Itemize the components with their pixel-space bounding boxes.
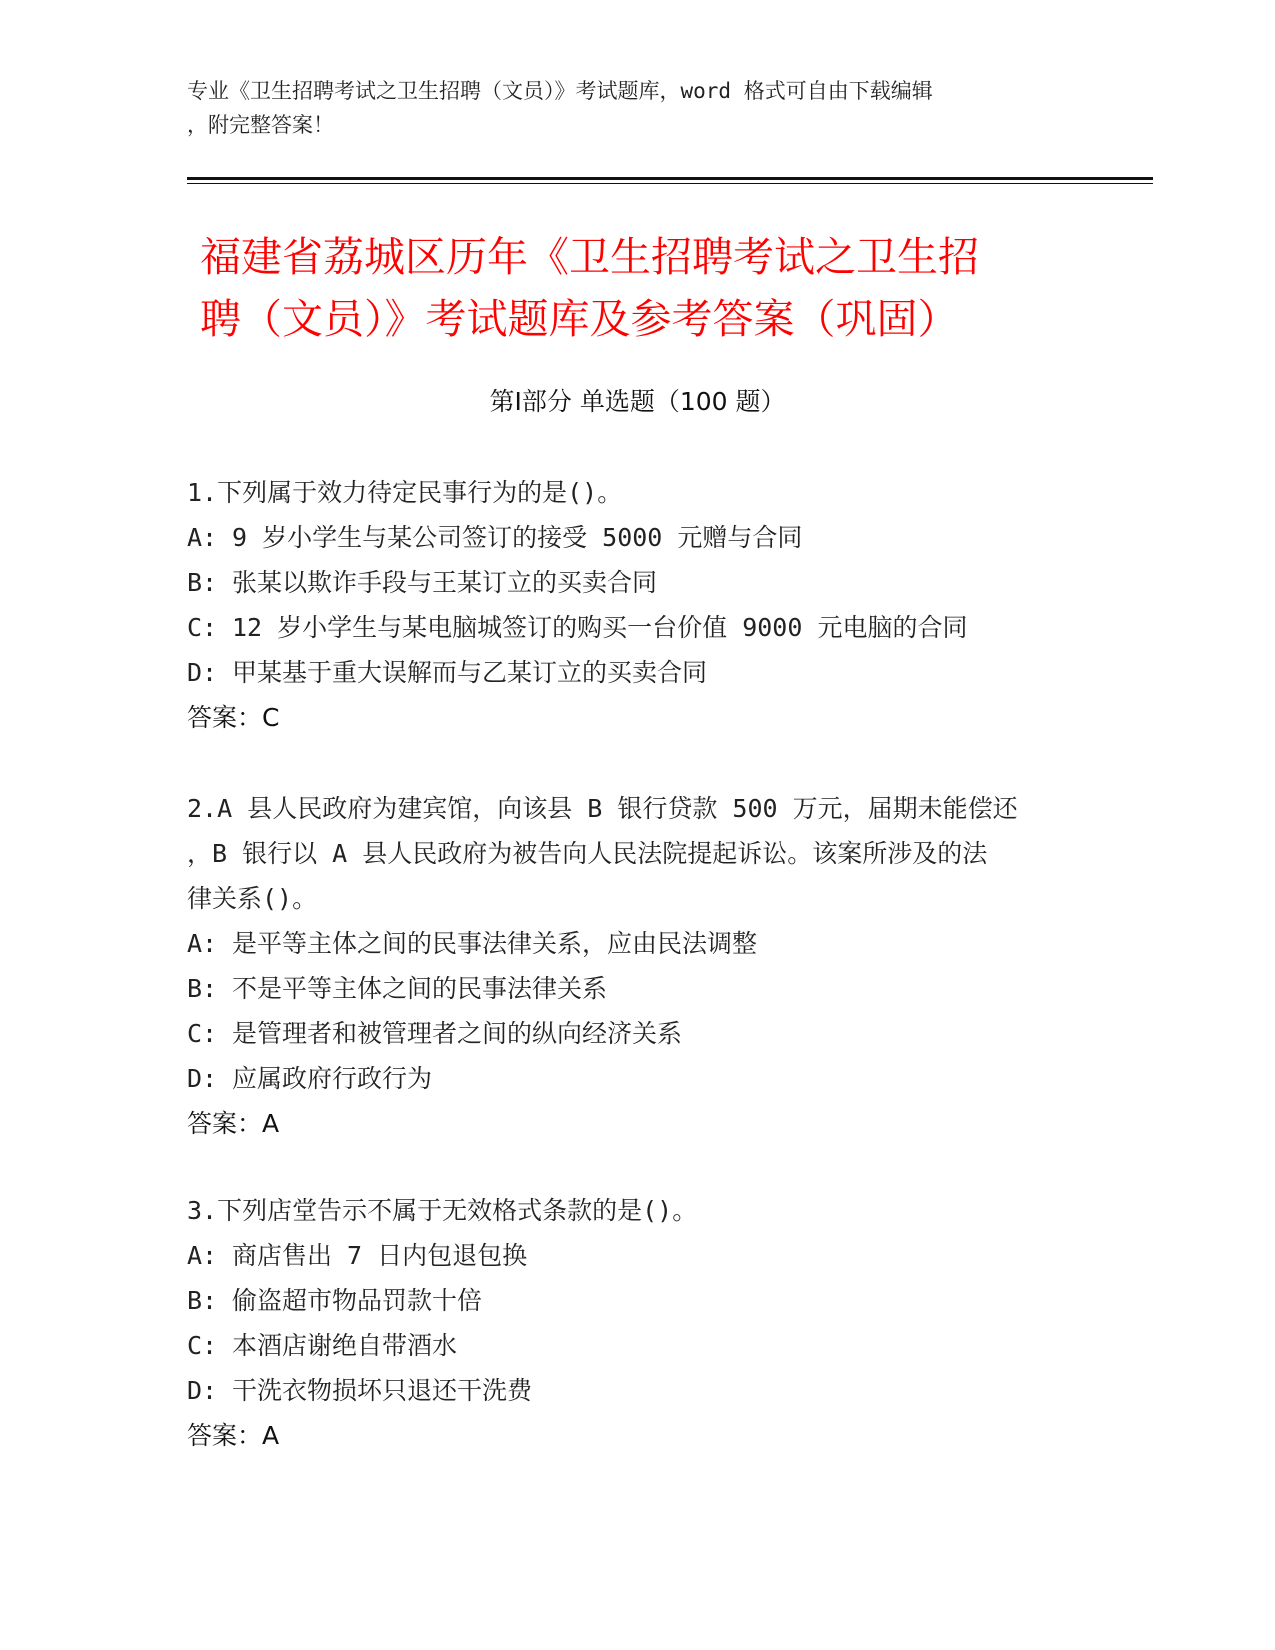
answer-option bbox=[187, 515, 1077, 560]
answer-option bbox=[187, 1233, 1077, 1278]
option-text: 商店售出 7 日内包退包换 bbox=[232, 1241, 528, 1270]
answer-option bbox=[187, 1056, 1077, 1101]
document-title bbox=[200, 226, 1080, 350]
section-title: 第Ⅰ部分 单选题（100 题） bbox=[489, 387, 786, 416]
option-text: 偷盗超市物品罚款十倍 bbox=[232, 1286, 483, 1315]
option-key: C: bbox=[187, 1331, 218, 1360]
option-text: 甲某基于重大误解而与乙某订立的买卖合同 bbox=[232, 658, 708, 687]
option-text: 张某以欺诈手段与王某订立的买卖合同 bbox=[232, 568, 658, 597]
option-key: D: bbox=[187, 1376, 218, 1405]
header-divider-thin bbox=[187, 183, 1153, 184]
header-note-line: 专业《卫生招聘考试之卫生招聘（文员）》考试题库，word 格式可自由下载编辑 bbox=[187, 79, 933, 103]
option-key: A: bbox=[187, 929, 218, 958]
option-key: D: bbox=[187, 1064, 218, 1093]
option-text: 应属政府行政行为 bbox=[232, 1064, 433, 1093]
question-stem: 2.A 县人民政府为建宾馆，向该县 B 银行贷款 500 万元，届期未能偿还 bbox=[187, 794, 1018, 823]
option-key: C: bbox=[187, 1019, 218, 1048]
question-stem: 3.下列店堂告示不属于无效格式条款的是()。 bbox=[187, 1196, 698, 1225]
answer-option bbox=[187, 1011, 1077, 1056]
document-title-line: 福建省荔城区历年《卫生招聘考试之卫生招 bbox=[200, 233, 979, 281]
option-key: B: bbox=[187, 1286, 218, 1315]
option-key: D: bbox=[187, 658, 218, 687]
option-key: A: bbox=[187, 1241, 218, 1270]
answer-option bbox=[187, 1323, 1077, 1368]
answer-key: 答案：A bbox=[187, 1421, 280, 1450]
option-text: 9 岁小学生与某公司签订的接受 5000 元赠与合同 bbox=[232, 523, 803, 552]
question-block bbox=[187, 470, 1077, 740]
option-text: 不是平等主体之间的民事法律关系 bbox=[232, 974, 608, 1003]
answer-option bbox=[187, 1368, 1077, 1413]
question-block bbox=[187, 1188, 1077, 1458]
question-stem: ，B 银行以 A 县人民政府为被告向人民法院提起诉讼。该案所涉及的法 bbox=[187, 839, 988, 868]
answer-option bbox=[187, 1278, 1077, 1323]
header-note-line: ，附完整答案！ bbox=[187, 113, 334, 137]
header-divider-thick bbox=[187, 177, 1153, 180]
option-text: 12 岁小学生与某电脑城签订的购买一台价值 9000 元电脑的合同 bbox=[232, 613, 968, 642]
option-text: 干洗衣物损坏只退还干洗费 bbox=[232, 1376, 533, 1405]
option-text: 本酒店谢绝自带酒水 bbox=[232, 1331, 458, 1360]
answer-option bbox=[187, 560, 1077, 605]
option-key: A: bbox=[187, 523, 218, 552]
answer-option bbox=[187, 966, 1077, 1011]
option-key: B: bbox=[187, 568, 218, 597]
option-key: C: bbox=[187, 613, 218, 642]
answer-option bbox=[187, 921, 1077, 966]
answer-option bbox=[187, 605, 1077, 650]
answer-key: 答案：C bbox=[187, 703, 280, 732]
question-stem: 律关系()。 bbox=[187, 884, 318, 913]
option-text: 是平等主体之间的民事法律关系，应由民法调整 bbox=[232, 929, 758, 958]
header-note bbox=[187, 74, 1067, 142]
option-key: B: bbox=[187, 974, 218, 1003]
question-stem: 1.下列属于效力待定民事行为的是()。 bbox=[187, 478, 623, 507]
document-title-line: 聘（文员）》考试题库及参考答案（巩固） bbox=[200, 295, 959, 343]
option-text: 是管理者和被管理者之间的纵向经济关系 bbox=[232, 1019, 683, 1048]
question-block bbox=[187, 786, 1077, 1146]
answer-option bbox=[187, 650, 1077, 695]
answer-key: 答案：A bbox=[187, 1109, 280, 1138]
